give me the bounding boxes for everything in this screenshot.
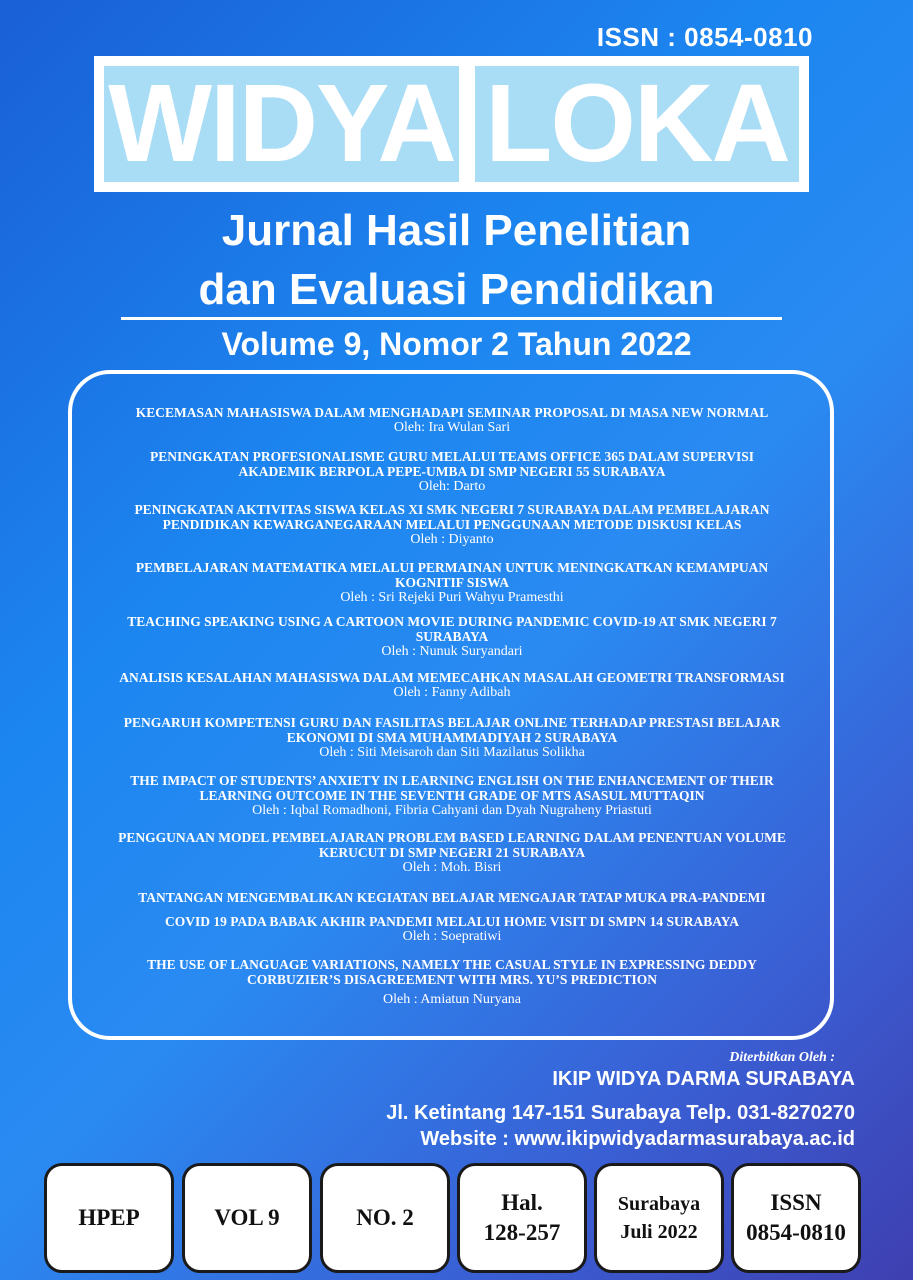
article-title-line: PENINGKATAN PROFESIONALISME GURU MELALUI TEAMS OFFICE 365 DALAM SUPERVISI bbox=[149, 449, 755, 464]
article-title-line: PENINGKATAN AKTIVITAS SISWA KELAS XI SMK NEGERI 7 SURABAYA DALAM PEMBELAJARAN bbox=[134, 502, 770, 517]
info-box-text: ISSN bbox=[770, 1190, 822, 1215]
article-author: Oleh : Nunuk Suryandari bbox=[381, 644, 523, 659]
issn-header: ISSN : 0854-0810 bbox=[596, 22, 813, 52]
article-author: Oleh: Darto bbox=[418, 479, 486, 494]
article-author: Oleh : Iqbal Romadhoni, Fibria Cahyani dan Dyah Nugraheny Priastuti bbox=[252, 803, 652, 818]
article-list bbox=[72, 374, 830, 1036]
article-title-line: ANALISIS KESALAHAN MAHASISWA DALAM MEMECAHKAN MASALAH GEOMETRI TRANSFORMASI bbox=[119, 670, 785, 685]
article-entry bbox=[86, 502, 818, 548]
article-title-line: COVID 19 PADA BABAK AKHIR PANDEMI MELALUI HOME VISIT DI SMPN 14 SURABAYA bbox=[164, 914, 740, 929]
info-box-volume bbox=[182, 1163, 312, 1273]
article-entry bbox=[86, 614, 818, 660]
article-entry bbox=[86, 957, 818, 1008]
article-entry bbox=[86, 890, 818, 945]
info-box-issn bbox=[731, 1163, 861, 1273]
article-entry bbox=[86, 830, 818, 876]
article-title-line: LEARNING OUTCOME IN THE SEVENTH GRADE OF MTS ASASUL MUTTAQIN bbox=[199, 788, 705, 803]
article-entry bbox=[86, 560, 818, 606]
article-title-line: EKONOMI DI SMA MUHAMMADIYAH 2 SURABAYA bbox=[286, 730, 618, 745]
table-of-contents bbox=[68, 370, 834, 1040]
article-author: Oleh : Diyanto bbox=[410, 532, 494, 547]
article-title-line: PENGGUNAAN MODEL PEMBELAJARAN PROBLEM BASED LEARNING DALAM PENENTUAN VOLUME bbox=[118, 830, 786, 845]
article-author: Oleh : Sri Rejeki Puri Wahyu Pramesthi bbox=[340, 590, 564, 605]
info-box-pages bbox=[457, 1163, 587, 1273]
article-title-line: THE USE OF LANGUAGE VARIATIONS, NAMELY THE CASUAL STYLE IN EXPRESSING DEDDY bbox=[147, 957, 757, 972]
info-box-text: Surabaya bbox=[617, 1193, 701, 1215]
article-author: Oleh : Soepratiwi bbox=[402, 929, 502, 944]
article-title-line: PENDIDIKAN KEWARGANEGARAAN MELALUI PENGGUNAAN METODE DISKUSI KELAS bbox=[162, 517, 742, 532]
publisher-label: Diterbitkan Oleh : bbox=[729, 1050, 835, 1065]
info-box-text: VOL 9 bbox=[214, 1205, 280, 1230]
info-box-text: 128-257 bbox=[483, 1220, 561, 1245]
journal-title-line2: dan Evaluasi Pendidikan bbox=[198, 265, 715, 314]
article-author: Oleh : Fanny Adibah bbox=[393, 685, 511, 700]
article-author: Oleh: Ira Wulan Sari bbox=[393, 420, 511, 435]
article-author: Oleh : Moh. Bisri bbox=[402, 860, 502, 875]
article-entry bbox=[86, 405, 818, 436]
article-entry bbox=[86, 670, 818, 701]
volume-info: Volume 9, Nomor 2 Tahun 2022 bbox=[221, 326, 692, 362]
info-box-text: NO. 2 bbox=[356, 1205, 414, 1230]
article-entry bbox=[86, 715, 818, 761]
publisher-website: Website : www.ikipwidyadarmasurabaya.ac.id bbox=[420, 1128, 855, 1150]
info-box-number bbox=[320, 1163, 450, 1273]
article-title-line: THE IMPACT OF STUDENTS’ ANXIETY IN LEARNING ENGLISH ON THE ENHANCEMENT OF THEIR bbox=[130, 773, 774, 788]
info-box-series bbox=[44, 1163, 174, 1273]
article-author: Oleh : Amiatun Nuryana bbox=[382, 992, 522, 1007]
article-title-line: TANTANGAN MENGEMBALIKAN KEGIATAN BELAJAR MENGAJAR TATAP MUKA PRA-PANDEMI bbox=[138, 890, 766, 905]
article-title-line: PENGARUH KOMPETENSI GURU DAN FASILITAS BELAJAR ONLINE TERHADAP PRESTASI BELAJAR bbox=[123, 715, 781, 730]
article-title-line: KOGNITIF SISWA bbox=[395, 575, 509, 590]
masthead-logo bbox=[94, 56, 809, 192]
info-box-text: Hal. bbox=[501, 1190, 543, 1215]
journal-title-line1: Jurnal Hasil Penelitian bbox=[221, 206, 692, 255]
article-entry bbox=[86, 773, 818, 819]
info-box-date bbox=[594, 1163, 724, 1273]
article-entry bbox=[86, 449, 818, 495]
masthead-word-widya: WIDYA bbox=[104, 66, 459, 182]
article-title-line: PEMBELAJARAN MATEMATIKA MELALUI PERMAINAN UNTUK MENINGKATKAN KEMAMPUAN bbox=[135, 560, 769, 575]
info-box-text: HPEP bbox=[78, 1205, 140, 1230]
info-box-row bbox=[0, 1163, 913, 1273]
article-title-line: KERUCUT DI SMP NEGERI 21 SURABAYA bbox=[318, 845, 586, 860]
article-title-line: KECEMASAN MAHASISWA DALAM MENGHADAPI SEMINAR PROPOSAL DI MASA NEW NORMAL bbox=[135, 405, 769, 420]
article-title-line: AKADEMIK BERPOLA PEPE-UMBA DI SMP NEGERI 55 SURABAYA bbox=[238, 464, 666, 479]
masthead-word-loka: LOKA bbox=[475, 66, 799, 182]
article-title-line: SURABAYA bbox=[415, 629, 489, 644]
title-underline bbox=[121, 317, 782, 320]
publisher-address: Jl. Ketintang 147-151 Surabaya Telp. 031-8270270 bbox=[386, 1102, 855, 1124]
article-title-line: CORBUZIER’S DISAGREEMENT WITH MRS. YU’S PREDICTION bbox=[246, 972, 658, 987]
article-title-line: TEACHING SPEAKING USING A CARTOON MOVIE DURING PANDEMIC COVID-19 AT SMK NEGERI 7 bbox=[127, 614, 777, 629]
article-author: Oleh : Siti Meisaroh dan Siti Mazilatus Solikha bbox=[319, 745, 585, 760]
publisher-name: IKIP WIDYA DARMA SURABAYA bbox=[552, 1068, 855, 1090]
info-box-text: Juli 2022 bbox=[620, 1221, 698, 1243]
info-box-text: 0854-0810 bbox=[746, 1220, 846, 1245]
